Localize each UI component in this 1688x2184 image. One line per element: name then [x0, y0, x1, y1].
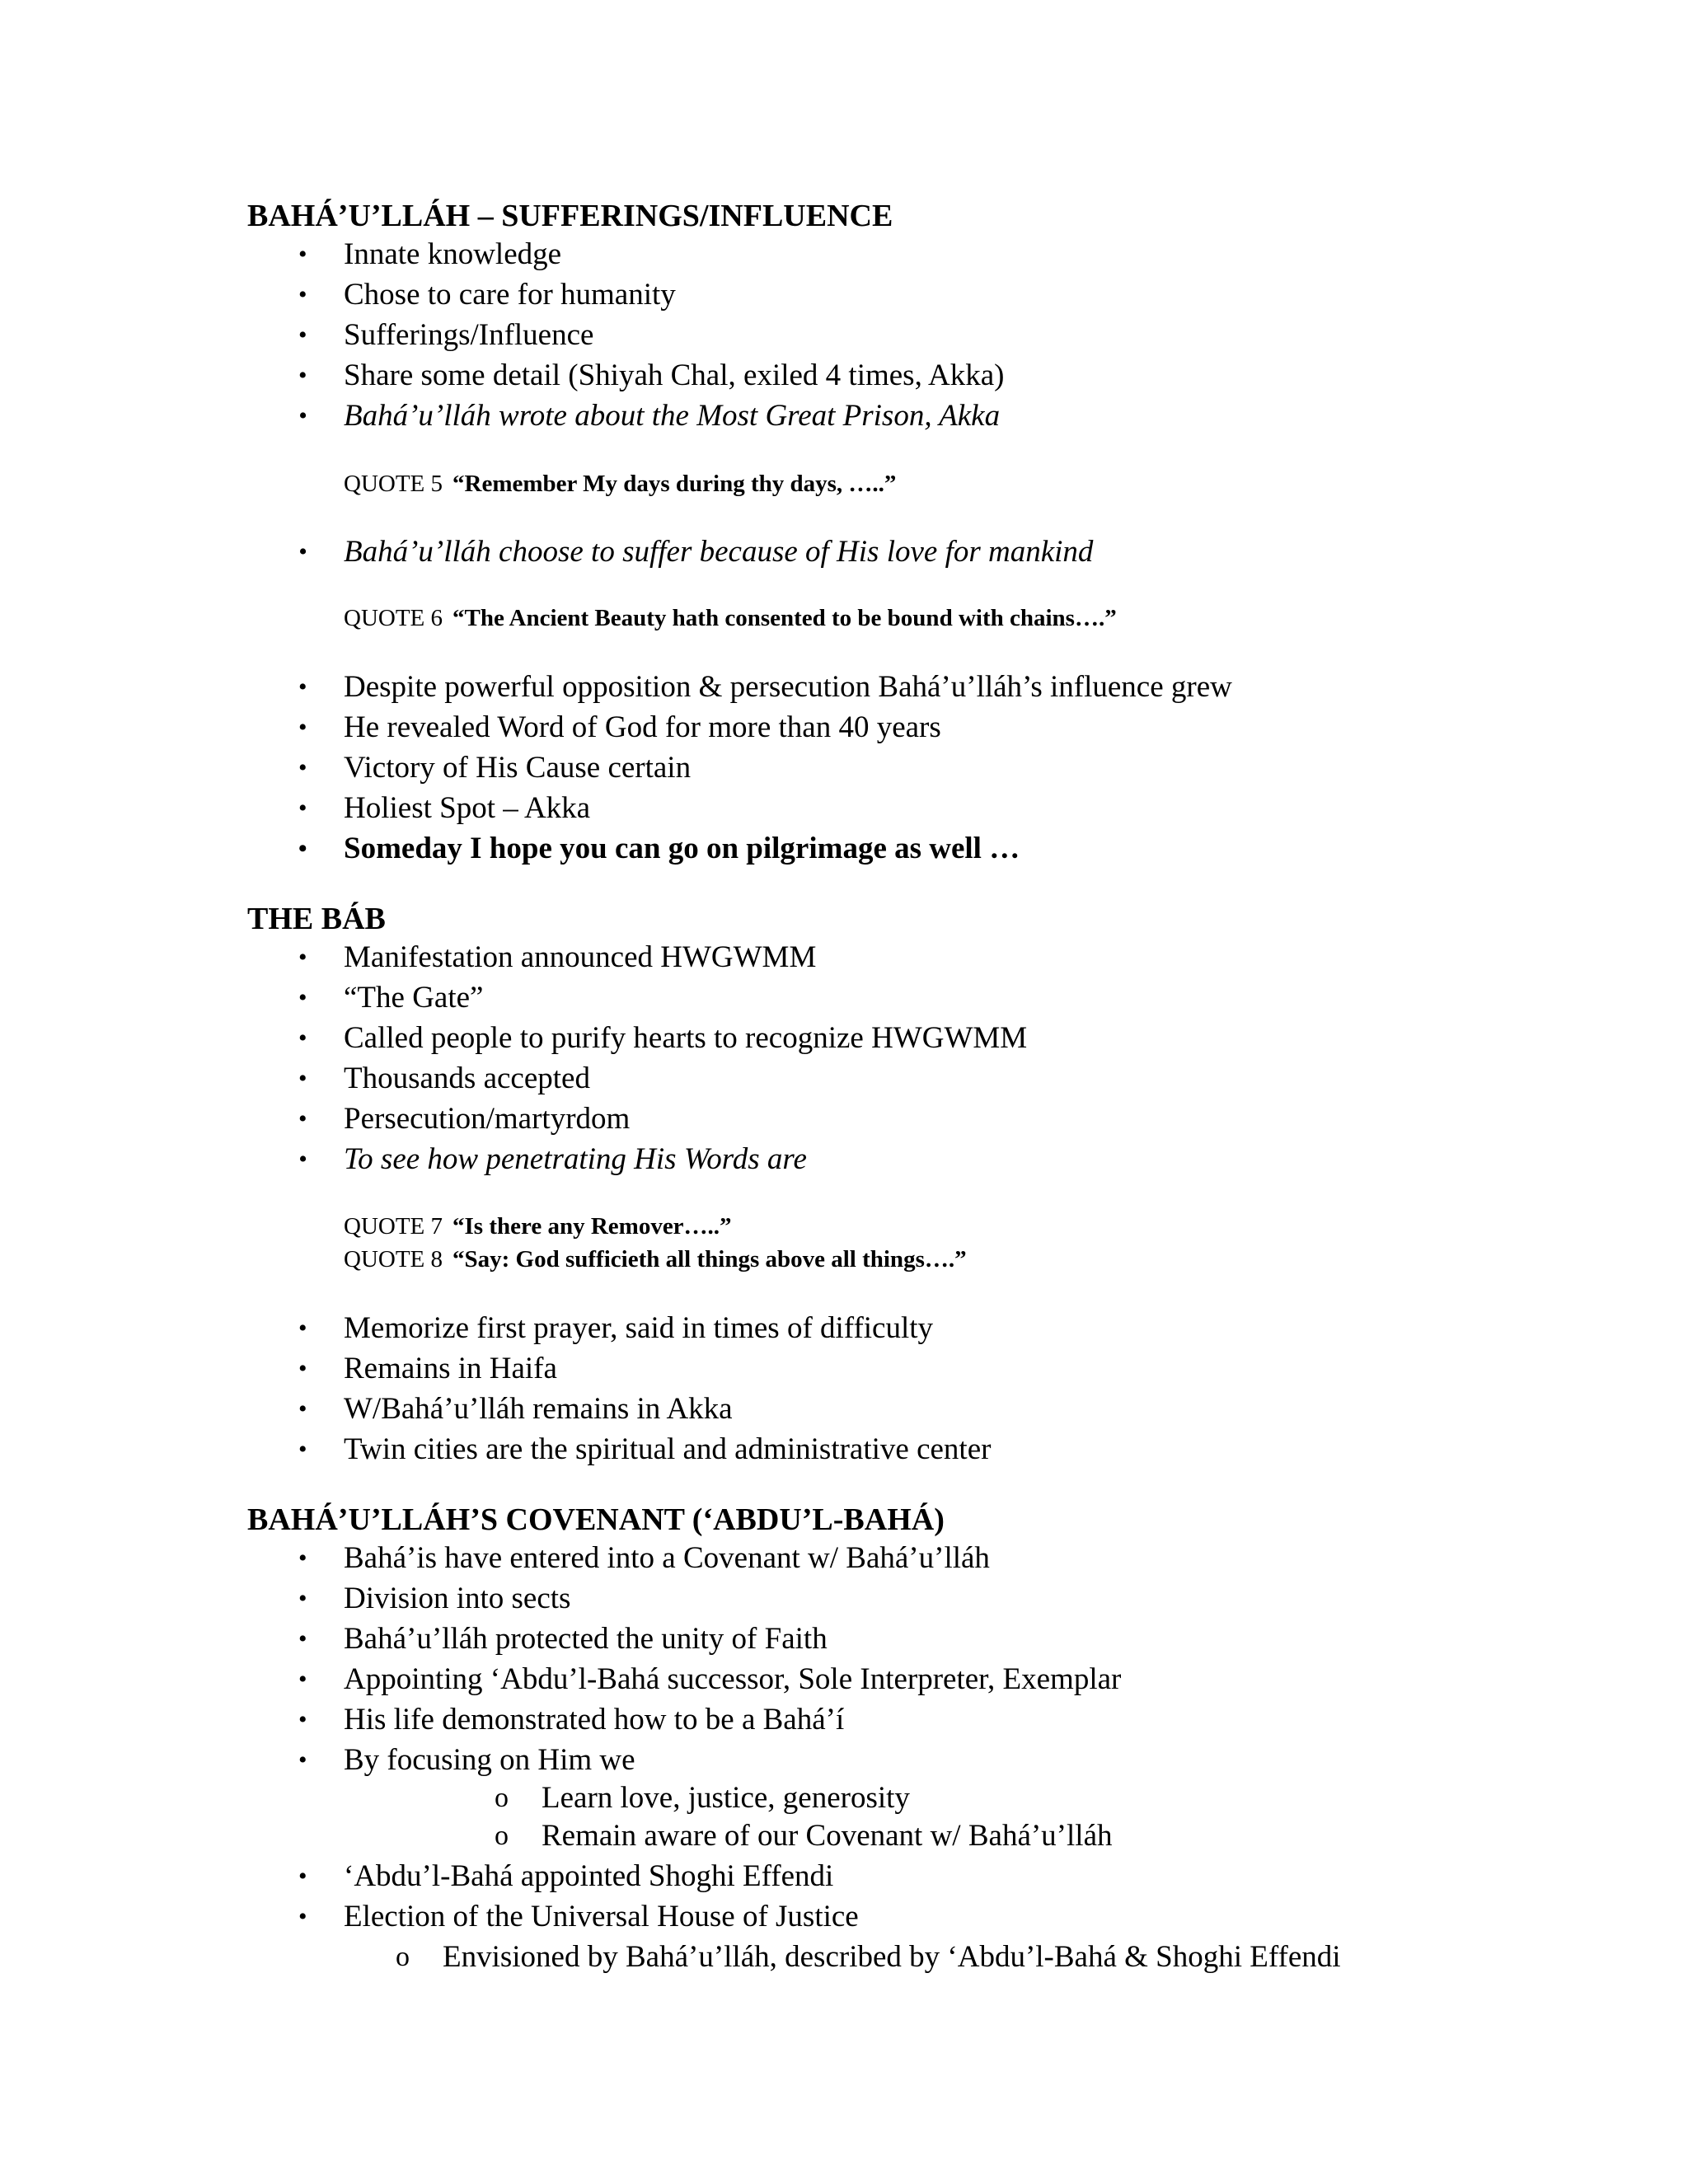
list-item: • Remains in Haifa [0, 1349, 1688, 1389]
bullet-icon: • [298, 402, 307, 429]
list-item: • His life demonstrated how to be a Bahá’í [0, 1700, 1688, 1740]
list-item: • Bahá’u’lláh wrote about the Most Great Prison, Akka [0, 396, 1688, 436]
quote-line: QUOTE 7 “Is there any Remover…..” [344, 1213, 732, 1240]
list-item: • Appointing ‘Abdu’l-Bahá successor, Sole Interpreter, Exemplar [0, 1660, 1688, 1699]
list-item: • W/Bahá’u’lláh remains in Akka [0, 1390, 1688, 1429]
bullet-icon: • [298, 1355, 307, 1382]
circle-bullet-icon: o [495, 1821, 509, 1851]
bullet-icon: • [298, 1315, 307, 1342]
bullet-icon: • [298, 1666, 307, 1693]
list-item: • Holiest Spot – Akka [0, 789, 1688, 828]
bullet-icon: • [298, 321, 307, 349]
list-item: • Victory of His Cause certain [0, 748, 1688, 788]
sub-list-item: o Remain aware of our Covenant w/ Bahá’u’lláh [0, 1816, 1688, 1856]
list-item: • Share some detail (Shiyah Chal, exiled 4 times, Akka) [0, 356, 1688, 396]
bullet-icon: • [298, 362, 307, 389]
bullet-icon: • [298, 1024, 307, 1052]
circle-bullet-icon: o [495, 1783, 509, 1813]
bullet-icon: • [298, 1863, 307, 1890]
bullet-icon: • [298, 538, 307, 565]
sub-list-item: o Envisioned by Bahá’u’lláh, described by ‘Abdu’l-Bahá & Shoghi Effendi [0, 1938, 1688, 1977]
bullet-icon: • [298, 1395, 307, 1422]
bullet-icon: • [298, 1625, 307, 1652]
list-item: • Division into sects [0, 1579, 1688, 1619]
quote-line: QUOTE 6 “The Ancient Beauty hath consented to be bound with chains….” [344, 605, 1117, 631]
bullet-icon: • [298, 984, 307, 1011]
bullet-icon: • [298, 835, 307, 862]
bullet-icon: • [298, 944, 307, 971]
list-item: • Despite powerful opposition & persecution Bahá’u’lláh’s influence grew [0, 668, 1688, 707]
bullet-icon: • [298, 1746, 307, 1774]
bullet-icon: • [298, 1065, 307, 1092]
list-item: • Sufferings/Influence [0, 316, 1688, 355]
bullet-icon: • [298, 1544, 307, 1572]
bullet-icon: • [298, 673, 307, 701]
list-item: • Persecution/martyrdom [0, 1099, 1688, 1139]
bullet-icon: • [298, 714, 307, 741]
bullet-icon: • [298, 1436, 307, 1463]
circle-bullet-icon: o [396, 1942, 410, 1972]
bullet-icon: • [298, 1903, 307, 1930]
list-item: • “The Gate” [0, 978, 1688, 1018]
list-item: • Bahá’u’lláh protected the unity of Faith [0, 1619, 1688, 1659]
bullet-icon: • [298, 1706, 307, 1733]
list-item: • ‘Abdu’l-Bahá appointed Shoghi Effendi [0, 1857, 1688, 1896]
list-item: • Thousands accepted [0, 1059, 1688, 1099]
bullet-icon: • [298, 1585, 307, 1612]
bullet-icon: • [298, 1105, 307, 1132]
list-item: • He revealed Word of God for more than 40 years [0, 708, 1688, 748]
section-heading-sufferings: BAHÁ’U’LLÁH – SUFFERINGS/INFLUENCE [247, 199, 893, 233]
list-item: • Chose to care for humanity [0, 275, 1688, 315]
bullet-icon: • [298, 754, 307, 781]
bullet-icon: • [298, 281, 307, 308]
bullet-icon: • [298, 794, 307, 822]
list-item: • By focusing on Him we [0, 1741, 1688, 1780]
list-item: • Election of the Universal House of Justice [0, 1897, 1688, 1937]
section-heading-covenant: BAHÁ’U’LLÁH’S COVENANT (‘ABDU’L-BAHÁ) [247, 1502, 945, 1537]
section-heading-bab: THE BÁB [247, 902, 386, 936]
list-item: • Someday I hope you can go on pilgrimage as well … [0, 829, 1688, 869]
list-item: • Twin cities are the spiritual and administrative center [0, 1430, 1688, 1469]
bullet-icon: • [298, 1146, 307, 1173]
sub-list-item: o Learn love, justice, generosity [0, 1779, 1688, 1818]
list-item: • Bahá’u’lláh choose to suffer because of His love for mankind [0, 532, 1688, 572]
list-item: • Innate knowledge [0, 235, 1688, 274]
quote-line: QUOTE 8 “Say: God sufficieth all things above all things….” [344, 1246, 967, 1272]
bullet-icon: • [298, 241, 307, 268]
list-item: • Memorize first prayer, said in times of difficulty [0, 1309, 1688, 1348]
list-item: • Bahá’is have entered into a Covenant w/ Bahá’u’lláh [0, 1539, 1688, 1578]
quote-line: QUOTE 5 “Remember My days during thy days, …..” [344, 471, 897, 497]
list-item: • Manifestation announced HWGWMM [0, 938, 1688, 977]
list-item: • Called people to purify hearts to recognize HWGWMM [0, 1019, 1688, 1058]
list-item: • To see how penetrating His Words are [0, 1140, 1688, 1179]
